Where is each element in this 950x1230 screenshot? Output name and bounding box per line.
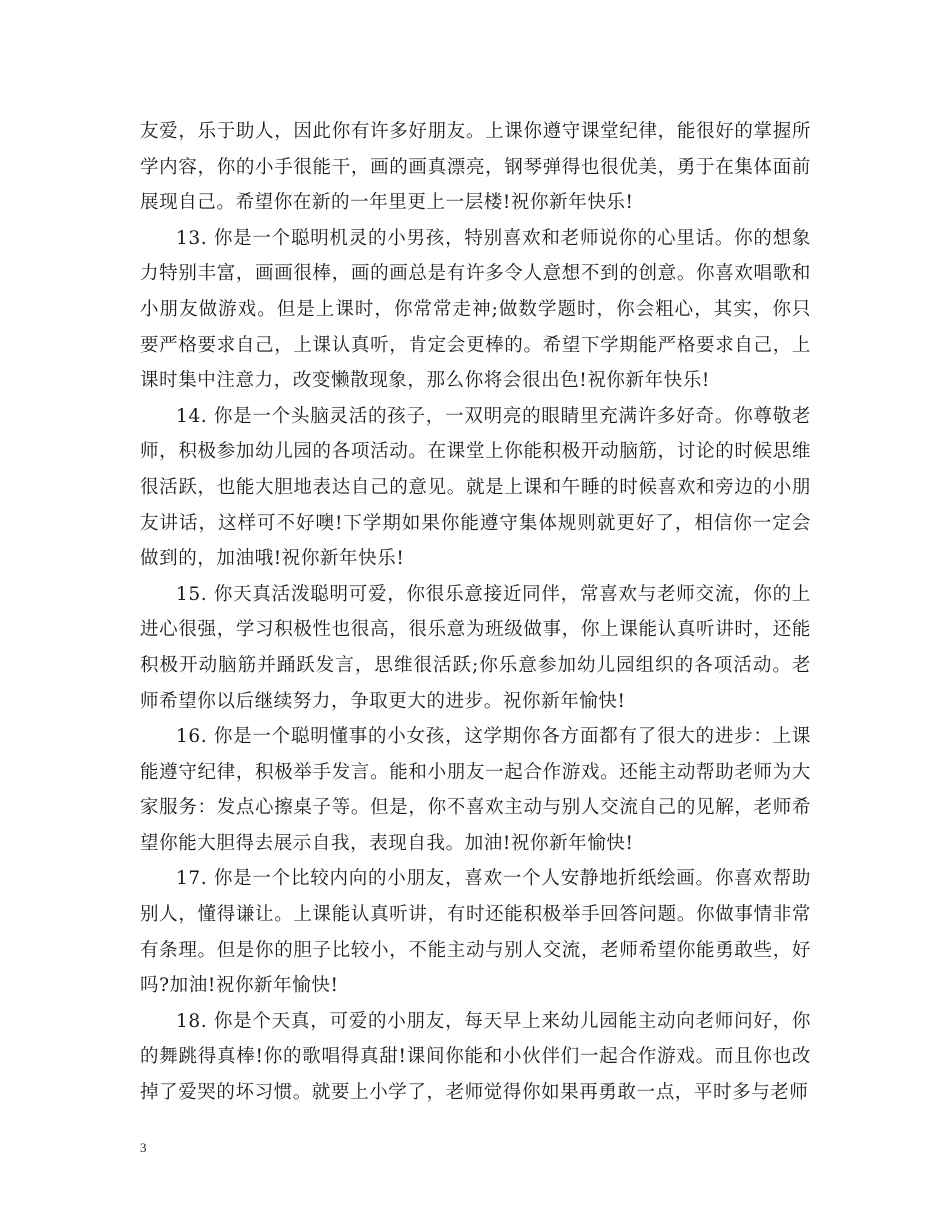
paragraph-15: 15. 你天真活泼聪明可爱，你很乐意接近同伴，常喜欢与老师交流，你的上进心很强，学习积极性也很高，很乐意为班级做事，你上课能认真听讲时，还能积极开动脑筋并踊跃发言，思维很活跃;你乐意参加幼儿园组织的各项活动。老师希望你以后继续努力，争取更大的进步。祝你新年愉快! — [140, 583, 811, 712]
paragraph-continued: 友爱，乐于助人，因此你有许多好朋友。上课你遵守课堂纪律，能很好的掌握所学内容，你的小手很能干，画的画真漂亮，钢琴弹得也很优美，勇于在集体面前展现自己。希望你在新的一年里更上一层楼!祝你新年快乐! — [140, 121, 811, 214]
paragraph-18: 18. 你是个天真，可爱的小朋友，每天早上来幼儿园能主动向老师问好，你的舞跳得真棒!你的歌唱得真甜!课间你能和小伙伴们一起合作游戏。而且你也改掉了爱哭的坏习惯。就要上小学了，老师觉得你如果再勇敢一点，平时多与老师 — [140, 1010, 811, 1104]
paragraph-14: 14. 你是一个头脑灵活的孩子，一双明亮的眼睛里充满许多好奇。你尊敬老师，积极参加幼儿园的各项活动。在课堂上你能积极开动脑筋，讨论的时候思维很活跃，也能大胆地表达自己的意见。就是上课和午睡的时候喜欢和旁边的小朋友讲话，这样可不好噢!下学期如果你能遵守集体规则就更好了，相信你一定会做到的，加油哦!祝你新年快乐! — [140, 405, 811, 570]
document-body — [140, 114, 811, 1111]
paragraph-17: 17. 你是一个比较内向的小朋友，喜欢一个人安静地折纸绘画。你喜欢帮助别人，懂得谦让。上课能认真听讲，有时还能积极举手回答问题。你做事情非常有条理。但是你的胆子比较小，不能主动与别人交流，老师希望你能勇敢些，好吗?加油!祝你新年愉快! — [140, 868, 811, 997]
paragraph-13: 13. 你是一个聪明机灵的小男孩，特别喜欢和老师说你的心里话。你的想象力特别丰富，画画很棒，画的画总是有许多令人意想不到的创意。你喜欢唱歌和小朋友做游戏。但是上课时，你常常走神;做数学题时，你会粗心，其实，你只要严格要求自己，上课认真听，肯定会更棒的。希望下学期能严格要求自己，上课时集中注意力，改变懒散现象，那么你将会很出色!祝你新年快乐! — [140, 227, 811, 392]
paragraph-16: 16. 你是一个聪明懂事的小女孩，这学期你各方面都有了很大的进步：上课能遵守纪律，积极举手发言。能和小朋友一起合作游戏。还能主动帮助老师为大家服务：发点心擦桌子等。但是，你不喜欢主动与别人交流自己的见解，老师希望你能大胆得去展示自我，表现自我。加油!祝你新年愉快! — [140, 726, 811, 854]
page-number: 3 — [140, 1140, 147, 1155]
